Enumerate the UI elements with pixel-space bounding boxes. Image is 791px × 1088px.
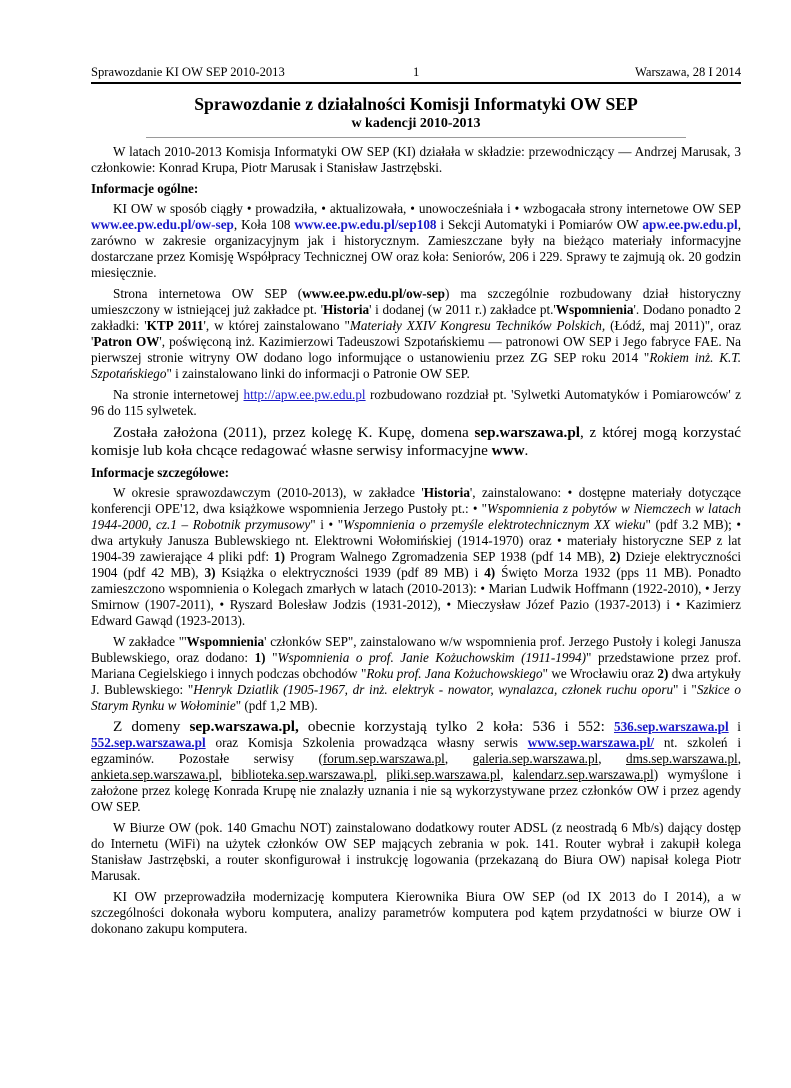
link-552[interactable]: 552.sep.warszawa.pl xyxy=(91,735,206,750)
url-ow-sep-bold: www.ee.pw.edu.pl/ow-sep xyxy=(302,286,445,301)
paragraph-websites: KI OW w sposób ciągły • prowadziła, • aktualizowała, • unowocześniała i • wzbogacała strony internetowe OW SEP www.ee.pw.edu.pl/ow-sep, Koła 108 www.ee.pw.edu.pl/sep108 i Sekcji Automatyki i Pomiarów OW apw.ee.pw.edu.pl, zarówno w zakresie organizacyjnym jak i historycznym. Zamieszczane były na bieżąco materiały informacyjne dostarczane przez Komisję Współpracy Technicznej OW oraz koła: Seniorów, 206 i 229. Sprawy te zajmują ok. 20 godzin miesięcznie. xyxy=(91,201,741,280)
link-forum[interactable]: forum.sep.warszawa.pl xyxy=(322,751,445,766)
document-page xyxy=(0,64,791,1088)
header-date: Warszawa, 28 I 2014 xyxy=(635,65,741,79)
paragraph-apw-profiles: Na stronie internetowej http://apw.ee.pw.edu.pl rozbudowano rozdział pt. 'Sylwetki Automatyków i Pomiarowców' z 96 do 115 sylwetek. xyxy=(91,387,741,418)
link-sep108[interactable]: www.ee.pw.edu.pl/sep108 xyxy=(294,217,437,232)
paragraph-domain-usage: Z domeny sep.warszawa.pl, obecnie korzystają tylko 2 koła: 536 i 552: 536.sep.warszawa.pl i 552.sep.warszawa.pl oraz Komisja Szkolenia prowadząca własny serwis www.sep.warszawa.pl/ nt. szkoleń i egzaminów. Pozostałe serwisy (forum.sep.warszawa.pl, galeria.sep.warszawa.pl, dms.sep.warszawa.pl, ankieta.sep.warszawa.pl, biblioteka.sep.warszawa.pl, pliki.sep.warszawa.pl, kalendarz.sep.warszawa.pl) wymyślone i założone przez kolegę Konrada Krupę nie znalazły uznania i nie są wykorzystywane przez członków OW i przez agendy OW SEP. xyxy=(91,718,742,814)
paragraph-router: W Biurze OW (pok. 140 Gmachu NOT) zainstalowano dodatkowy router ADSL (z neostradą 6 Mb/s) dający dostęp do Internetu (WiFi) na użytek członków OW SEP mających zebrania w pok. 141. Router wybrał i zakupił kolega Stanisław Jastrzębski, a router skonfigurował i instrukcję logowania (przekazaną do Biura OW) napisał kolega Piotr Marusak. xyxy=(91,820,741,883)
running-header xyxy=(91,64,741,82)
paragraph-history-materials: W okresie sprawozdawczym (2010-2013), w zakładce 'Historia', zainstalowano: • dostępne materiały dotyczące konferencji OPE'12, dwa książkowe wspomnienia Jerzego Pustoły pt.: • "Wspomnienia z pobytów w Niemczech w latach 1944-2000, cz.1 – Robotnik przymusowy" i • "Wspomnienia o przemyśle elektrotechnicznym XX wieku" (pdf 3.2 MB); • dwa artykuły Janusza Bublewskiego nt. Elektrowni Wołomińskiej (1914-1970) oraz • materiały historyczne SEP z lat 1904-39 zawierające 4 pliki pdf: 1) Program Walnego Zgromadzenia SEP 1938 (pdf 14 MB), 2) Dzieje elektryczności 1904 (pdf 42 MB), 3) Książka o elektryczności 1939 (pdf 89 MB) i 4) Święto Morza 1932 (pps 11 MB). Ponadto zamieszczono wspomnienia o Kolegach zmarłych w latach (2010-2013): • Marian Ludwik Hoffmann (1922-2010), • Jerzy Smirnow (1907-2011), • Ryszard Bolesław Jodzis (1931-2012), • Mieczysław Józef Pazio (1937-2013) i • Kazimierz Edward Gawąd (1923-2013). xyxy=(91,485,742,628)
page-number: 1 xyxy=(413,65,420,79)
link-apw[interactable]: apw.ee.pw.edu.pl xyxy=(642,217,738,232)
link-galeria[interactable]: galeria.sep.warszawa.pl xyxy=(472,751,599,766)
document-title: Sprawozdanie z działalności Komisji Informatyki OW SEP xyxy=(194,94,638,114)
title-divider xyxy=(146,137,686,138)
link-kalendarz[interactable]: kalendarz.sep.warszawa.pl xyxy=(512,767,654,782)
link-ankieta[interactable]: ankieta.sep.warszawa.pl xyxy=(91,767,219,782)
link-pliki[interactable]: pliki.sep.warszawa.pl xyxy=(386,767,501,782)
link-apw-http[interactable]: http://apw.ee.pw.edu.pl xyxy=(243,387,366,402)
paragraph-memories: W zakładce "'Wspomnienia' członków SEP", zainstalowano w/w wspomnienia prof. Jerzego Pustoły i kolegi Janusza Bublewskiego, oraz dodano: 1) "Wspomnienia o prof. Janie Kożuchowskim (1911-1994)" przedstawione przez prof. Mariana Cegielskiego i innych podczas obchodów "Roku prof. Jana Kożuchowskiego" we Wrocławiu oraz 2) dwa artykuły J. Bublewskiego: "Henryk Dziatlik (1905-1967, dr inż. elektryk - nowator, wynalazca, członek ruchu oporu" i "Szkice o Starym Rynku w Wołominie" (pdf 1,2 MB). xyxy=(91,634,742,713)
link-ow-sep[interactable]: www.ee.pw.edu.pl/ow-sep xyxy=(91,217,234,232)
heading-detailed-info: Informacje szczegółowe: xyxy=(91,465,230,480)
paragraph-history-section: Strona internetowa OW SEP (www.ee.pw.edu.pl/ow-sep) ma szczególnie rozbudowany dział historyczny umieszczony w istniejącej już zakładce pt. 'Historia' i dodanej (w 2011 r.) zakładce pt.'Wspomnienia'. Dodano ponadto 2 zakładki: 'KTP 2011', w której zainstalowano "Materiały XXIV Kongresu Techników Polskich, (Łódź, maj 2011)", oraz 'Patron OW', poświęconą inż. Kazimierzowi Tadeuszowi Szpotańskiemu — patronowi OW SEP i Jego fabryce FAE. Na pierwszej stronie witryny OW dodano logo informujące o ustanowieniu przez ZG SEP roku 2014 "Rokiem inż. K.T. Szpotańskiego" i zainstalowano linki do informacji o Patronie OW SEP. xyxy=(91,286,742,381)
paragraph-domain: Została założona (2011), przez kolegę K. Kupę, domena sep.warszawa.pl, z której mogą korzystać komisje lub koła chcące redagować własne serwisy informacyjne www. xyxy=(91,424,741,459)
document-subtitle: w kadencji 2010-2013 xyxy=(351,116,481,131)
header-left-text: Sprawozdanie KI OW SEP 2010-2013 xyxy=(91,65,285,79)
link-536[interactable]: 536.sep.warszawa.pl xyxy=(613,719,729,734)
link-dms[interactable]: dms.sep.warszawa.pl xyxy=(626,751,738,766)
link-biblioteka[interactable]: biblioteka.sep.warszawa.pl xyxy=(231,767,374,782)
paragraph-composition: W latach 2010-2013 Komisja Informatyki OW SEP (KI) działała w składzie: przewodniczący — Andrzej Marusak, 3 członkowie: Konrad Krupa, Piotr Marusak i Stanisław Jastrzębski. xyxy=(91,144,741,175)
heading-general-info: Informacje ogólne: xyxy=(91,181,199,196)
header-rule xyxy=(91,82,741,84)
paragraph-computer: KI OW przeprowadziła modernizację komputera Kierownika Biura OW SEP (od IX 2013 do I 2014), a w szczególności dokonała wyboru komputera, analizy parametrów komputera pod kątem przydatności w biurze OW i dokonano zakupu komputera. xyxy=(91,889,741,936)
link-sep-warszawa[interactable]: www.sep.warszawa.pl/ xyxy=(527,735,655,750)
